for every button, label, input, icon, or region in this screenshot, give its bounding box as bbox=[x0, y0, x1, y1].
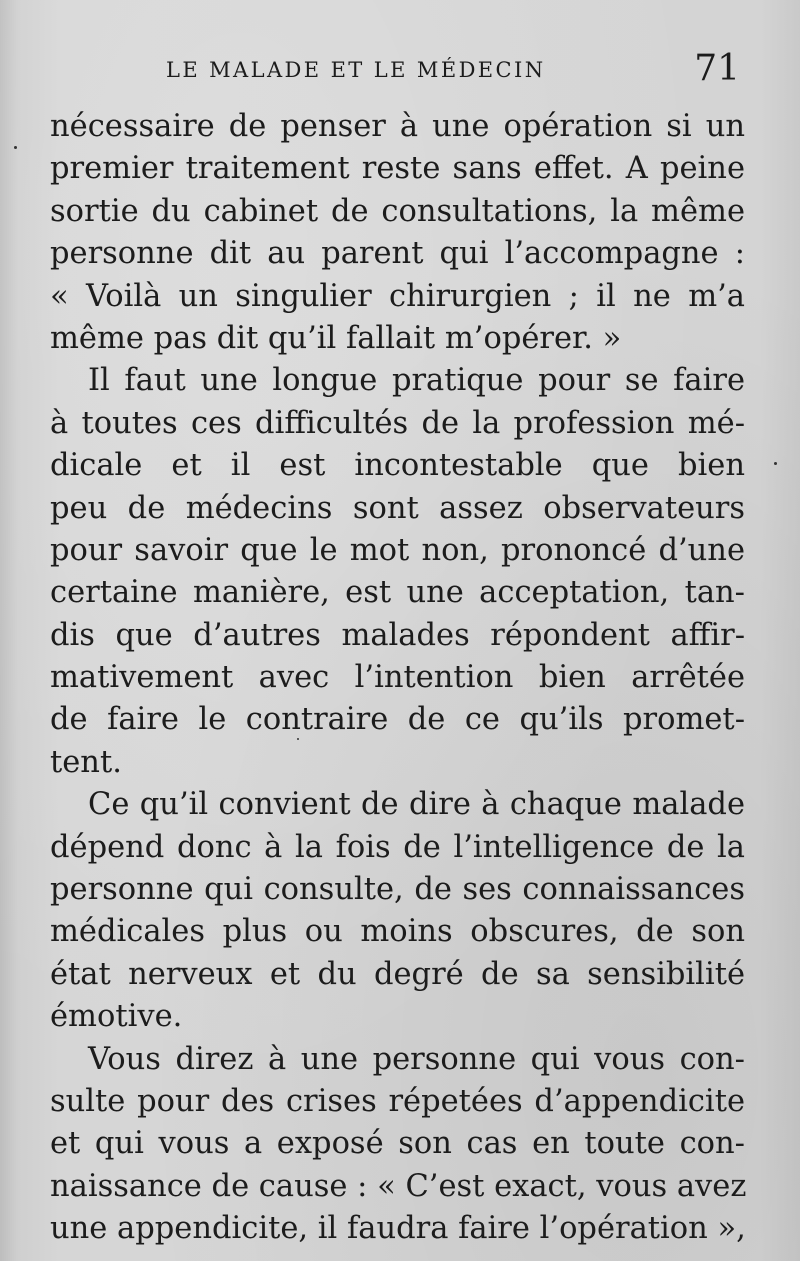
text-line: et qui vous a exposé son cas en toute con- bbox=[50, 1126, 745, 1162]
text-line: personne dit au parent qui l’accompagne : bbox=[50, 236, 745, 272]
text-line: tent. bbox=[50, 744, 122, 780]
text-line: dépend donc à la fois de l’intelligence de la bbox=[50, 829, 745, 865]
print-speck bbox=[14, 146, 17, 149]
running-title: LE MALADE ET LE MÉDECIN bbox=[166, 58, 546, 82]
text-line: émotive. bbox=[50, 999, 183, 1035]
text-line: Ce qu’il convient de dire à chaque malade bbox=[88, 787, 745, 823]
text-line: sulte pour des crises répetées d’appendicite bbox=[50, 1083, 745, 1119]
text-line: de faire le contraire de ce qu’ils promet- bbox=[50, 702, 745, 738]
print-speck bbox=[774, 462, 777, 465]
text-line: une appendicite, il faudra faire l’opération », bbox=[50, 1211, 746, 1247]
text-line: état nerveux et du degré de sa sensibilité bbox=[50, 956, 745, 992]
print-speck bbox=[297, 738, 299, 740]
text-line: naissance de cause : « C’est exact, vous avez bbox=[50, 1168, 747, 1204]
text-line: sortie du cabinet de consultations, la même bbox=[50, 193, 745, 229]
text-line: mativement avec l’intention bien arrêtée bbox=[50, 660, 745, 696]
text-line: personne qui consulte, de ses connaissances bbox=[50, 872, 745, 908]
text-line: médicales plus ou moins obscures, de son bbox=[50, 914, 745, 950]
text-line: nécessaire de penser à une opération si un bbox=[50, 109, 745, 144]
text-line: à toutes ces difficultés de la profession mé- bbox=[50, 405, 745, 441]
text-line: pour savoir que le mot non, prononcé d’une bbox=[50, 532, 745, 568]
text-line: dis que d’autres malades répondent affir- bbox=[50, 617, 745, 653]
text-line: Vous direz à une personne qui vous con- bbox=[88, 1041, 745, 1077]
text-body bbox=[50, 106, 745, 1251]
text-line: certaine manière, est une acceptation, tan- bbox=[50, 575, 745, 611]
text-line: « Voilà un singulier chirurgien ; il ne m’a bbox=[50, 278, 745, 314]
text-line: même pas dit qu’il fallait m’opérer. » bbox=[50, 320, 622, 356]
text-line: dicale et il est incontestable que bien bbox=[50, 448, 745, 484]
text-line: Il faut une longue pratique pour se faire bbox=[88, 363, 745, 399]
text-line: premier traitement reste sans effet. A peine bbox=[50, 151, 745, 187]
text-line: peu de médecins sont assez observateurs bbox=[50, 490, 745, 526]
running-head bbox=[0, 48, 800, 92]
page-number: 71 bbox=[694, 48, 740, 89]
